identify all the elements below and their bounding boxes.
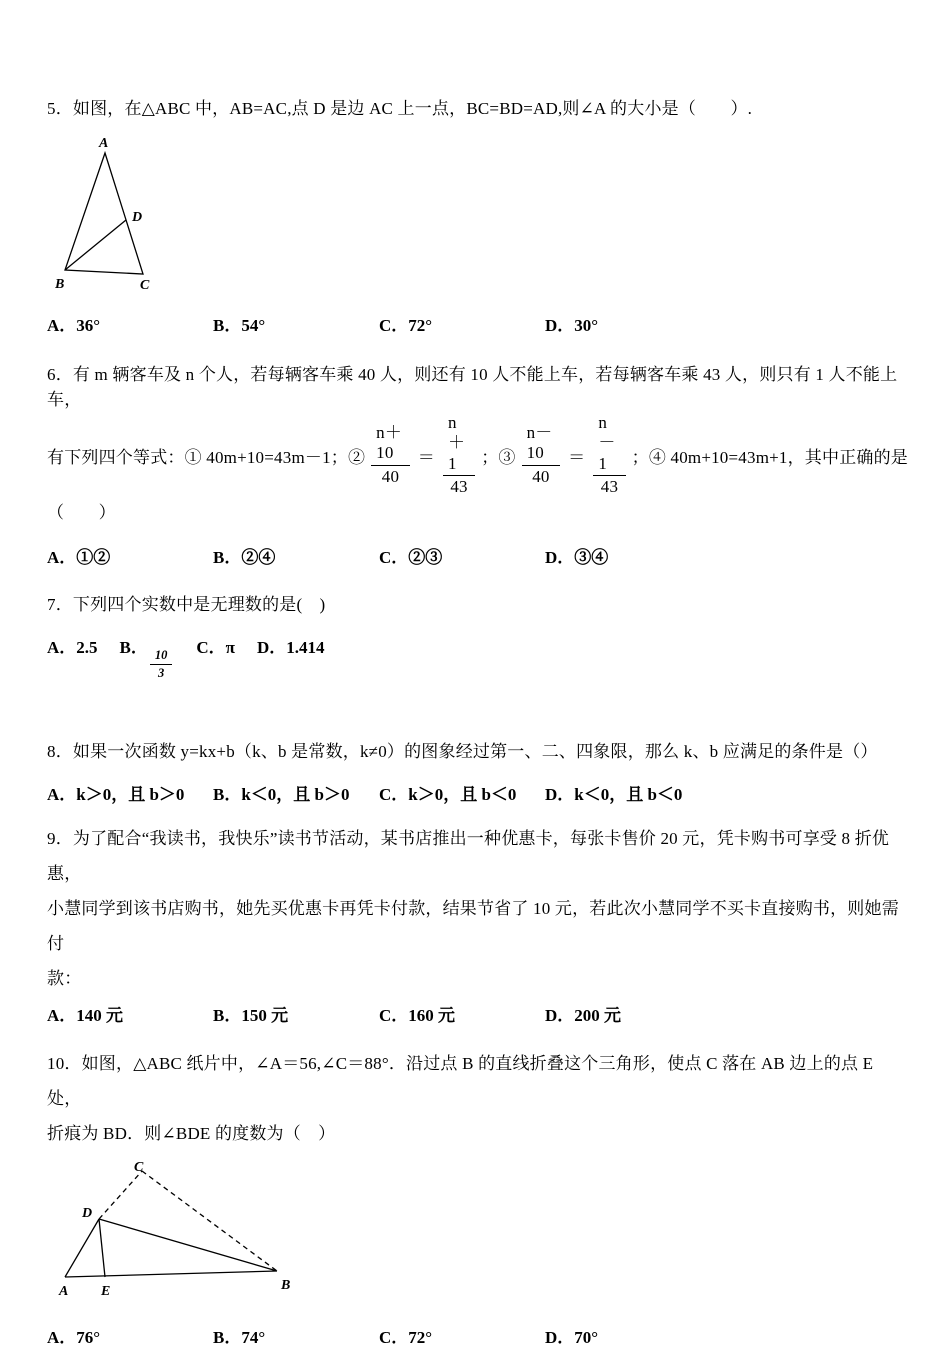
option-c: C．②③ [379,548,443,567]
question-5-options [47,311,908,336]
question-5-triangle-figure [55,135,175,293]
vertex-label-b: B [55,277,65,292]
question-6 [47,362,908,568]
vertex-label-b: B [281,1278,291,1293]
option-d: D．70° [545,1328,599,1347]
option-a: A．①② [47,548,111,567]
option-d: D．1.414 [256,638,325,657]
option-c: C．72° [379,316,433,335]
option-b: B．150 元 [213,1006,289,1025]
vertex-label-c: C [140,278,150,293]
question-8 [47,739,908,805]
question-8-text: 8．如果一次函数 y=kx+b（k、b 是常数，k≠0）的图象经过第一、二、四象限，那么 k、b 应满足的条件是（） [47,742,878,761]
option-b-label: B． [119,638,148,657]
option-a: A．36° [47,316,101,335]
question-7 [47,592,908,680]
question-9-line1: 9．为了配合“我读书，我快乐”读书节活动，某书店推出一种优惠卡，每张卡售价 20 元，凭卡购书可享受 8 折优惠， [47,829,890,883]
question-9-options [47,1001,908,1026]
vertex-label-c: C [134,1160,144,1175]
equation-prefix: 有下列四个等式：① 40m+10=43m－1；② [47,447,366,467]
question-7-options [47,633,908,680]
question-7-text: 7．下列四个实数中是无理数的是( ) [47,595,326,614]
question-8-options [47,780,908,805]
fraction-1: $\frac{n+10}{40}$ [371,423,410,487]
option-d: D．③④ [545,548,609,567]
vertex-label-a: A [99,136,109,151]
option-a: A．2.5 [47,638,98,657]
option-b: B．②④ [213,548,276,567]
fraction-4: $\frac{n-1}{43}$ [593,413,625,498]
vertex-label-e: E [101,1284,111,1299]
equals-sign: ＝ [568,447,586,467]
vertex-label-d: D [132,210,143,225]
option-d: D．k＜0，且 b＜0 [545,785,683,804]
option-a: A．76° [47,1328,101,1347]
question-10-text [47,1046,908,1151]
question-10-fold-figure [57,1159,299,1301]
question-9-text [47,821,908,996]
question-6-paren: （ ） [47,503,116,522]
option-c: C．160 元 [379,1006,456,1025]
question-10-options [47,1323,908,1348]
option-b-fraction: $\frac{10}{3}$ [150,648,173,681]
equals-sign: ＝ [417,447,435,467]
question-9 [47,821,908,1026]
option-c: C．π [196,638,235,657]
option-a: A．140 元 [47,1006,124,1025]
option-b: B．54° [213,316,266,335]
vertex-label-a: A [59,1284,69,1299]
question-6-equations [47,412,908,496]
option-b: B．k＜0，且 b＞0 [213,785,350,804]
option-d: D．200 元 [545,1006,622,1025]
option-c: C．k＞0，且 b＜0 [379,785,517,804]
vertex-label-d: D [82,1206,93,1221]
question-5-text: 5．如图，在△ABC 中，AB=AC,点 D 是边 AC 上一点，BC=BD=AD,则∠A 的大小是（ ）. [47,99,753,118]
option-d: D．30° [545,316,599,335]
question-10 [47,1046,908,1348]
equation-suffix: ；④ 40m+10=43m+1，其中正确的是 [631,447,908,467]
question-10-line2: 折痕为 BD．则∠BDE 的度数为（ ） [47,1124,336,1143]
option-b: B．74° [213,1328,266,1347]
option-c: C．72° [379,1328,433,1347]
option-a: A．k＞0，且 b＞0 [47,785,185,804]
question-9-line3: 款： [47,969,82,988]
question-6-options [47,543,908,568]
fraction-2: $\frac{n+1}{43}$ [443,413,475,498]
question-9-line2: 小慧同学到该书店购书，她先买优惠卡再凭卡付款，结果节省了 10 元，若此次小慧同学不买卡直接购书，则她需付 [47,899,899,953]
question-10-line1: 10．如图，△ABC 纸片中，∠A＝56,∠C＝88°．沿过点 B 的直线折叠这个三角形，使点 C 落在 AB 边上的点 E 处， [47,1054,874,1108]
equation-separator: ；③ [481,447,516,467]
fraction-3: $\frac{n-10}{40}$ [522,423,561,487]
question-6-text-line1: 6．有 m 辆客车及 n 个人，若每辆客车乘 40 人，则还有 10 人不能上车，若每辆客车乘 43 人，则只有 1 人不能上车， [47,365,898,409]
question-5 [47,96,908,336]
